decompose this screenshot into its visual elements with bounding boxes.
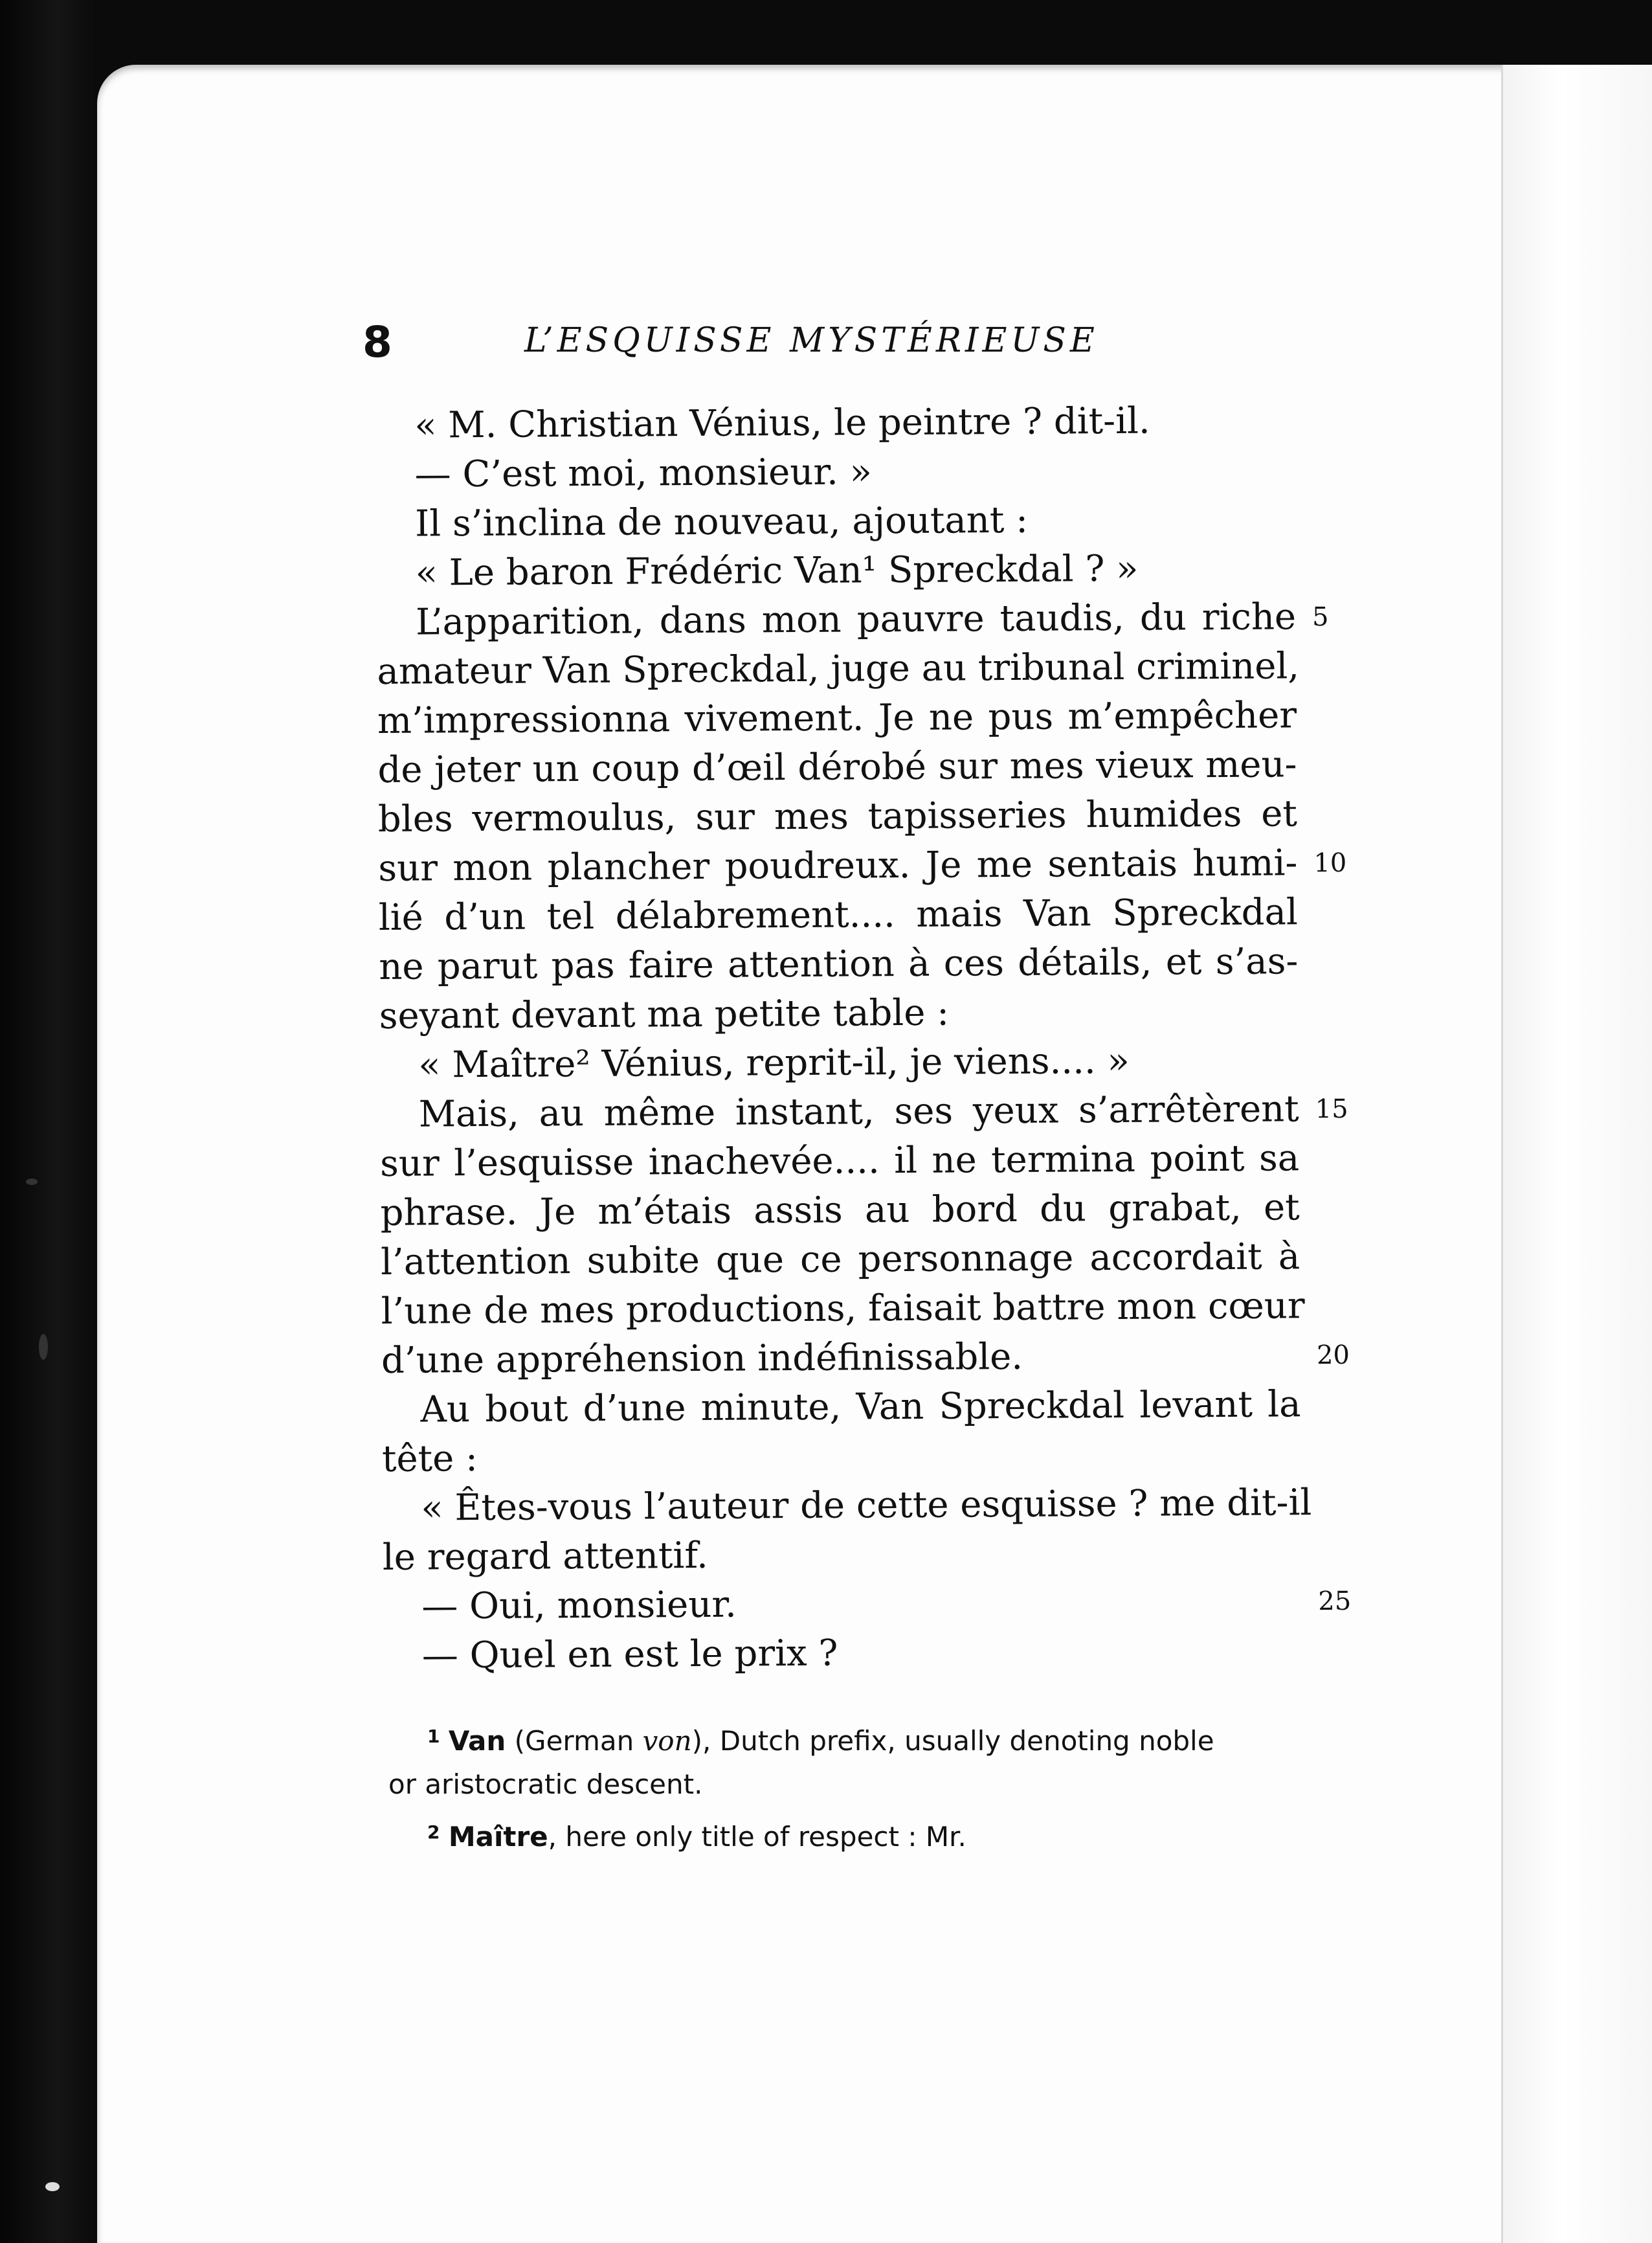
main-text-block — [375, 396, 1352, 1681]
footnote-1-term: Van — [448, 1725, 506, 1757]
footnote-1-continued — [388, 1761, 1308, 1809]
text-line-content: seyant devant ma petite table : — [379, 991, 950, 1037]
text-line-content: sur mon plancher poudreux. Je me sentais humi- — [378, 842, 1298, 890]
text-line — [383, 1626, 1302, 1681]
scan-speck — [26, 1178, 38, 1185]
footnote-2-marker: 2 — [427, 1821, 440, 1843]
text-line — [381, 1331, 1350, 1386]
text-line-content: de jeter un coup d’œil dérobé sur mes vieux meu- — [377, 743, 1297, 791]
text-line-content: lié d’un tel délabrement.... mais Van Spreckdal — [378, 891, 1299, 939]
text-line-content: « M. Christian Vénius, le peintre ? dit-il. — [414, 400, 1150, 447]
text-line — [377, 691, 1297, 746]
text-line-content: ne parut pas faire attention à ces détails, et s’as- — [379, 940, 1299, 988]
text-line-content: L’apparition, dans mon pauvre taudis, du riche — [415, 596, 1297, 644]
footnotes — [388, 1713, 1308, 1856]
running-title: L’ESQUISSE MYSTÉRIEUSE — [524, 321, 1099, 360]
line-number: 5 — [1312, 602, 1329, 633]
text-line — [379, 1035, 1299, 1090]
text-line — [379, 986, 1299, 1041]
text-line-content: phrase. Je m’étais assis au bord du grabat, et — [380, 1186, 1300, 1234]
text-line-content: — Quel en est le prix ? — [421, 1632, 838, 1677]
text-line-content: Au bout d’une minute, Van Spreckdal levant la — [420, 1383, 1301, 1431]
text-line-content: Il s’inclina de nouveau, ajoutant : — [414, 499, 1029, 545]
text-line — [380, 1183, 1299, 1238]
text-line — [381, 1281, 1305, 1336]
text-line — [378, 839, 1347, 894]
text-line-content: Mais, au même instant, ses yeux s’arrêtèrent — [418, 1088, 1299, 1136]
page-number: 8 — [363, 317, 392, 367]
text-line-content: bles vermoulus, sur mes tapisseries humides et — [377, 793, 1298, 840]
text-line-content: sur l’esquisse inachevée.... il ne termina point sa — [379, 1137, 1300, 1185]
text-line-content: — Oui, monsieur. — [421, 1583, 737, 1628]
text-line-content: « Êtes-vous l’auteur de cette esquisse ? me dit-il — [421, 1482, 1312, 1529]
text-line — [383, 1577, 1352, 1632]
footnote-2-text: , here only title of respect : Mr. — [548, 1821, 966, 1853]
text-line-content: le regard attentif. — [382, 1534, 709, 1579]
text-line — [380, 1134, 1299, 1189]
text-line — [377, 740, 1297, 795]
text-line-content: amateur Van Spreckdal, juge au tribunal criminel, — [377, 645, 1300, 693]
line-number: 15 — [1315, 1094, 1348, 1125]
text-line-content: m’impressionna vivement. Je ne pus m’empêcher — [377, 694, 1297, 742]
line-number: 20 — [1316, 1340, 1350, 1371]
text-line — [377, 642, 1300, 697]
text-line-content: d’une appréhension indéfinissable. — [381, 1335, 1023, 1382]
text-line — [379, 1085, 1348, 1140]
footnote-1-italic: von — [642, 1725, 692, 1757]
footnote-2-term: Maître — [448, 1821, 548, 1853]
scan-speck — [39, 1334, 48, 1360]
footnote-2 — [388, 1809, 1308, 1856]
page-header — [363, 317, 1269, 376]
text-line — [375, 445, 1295, 500]
text-line — [383, 1527, 1302, 1583]
footnote-1-text-b: ), Dutch prefix, usually denoting noble — [691, 1725, 1214, 1757]
line-number: 10 — [1313, 848, 1347, 879]
text-line-content: « Maître² Vénius, reprit-il, je viens.... » — [418, 1039, 1130, 1087]
footnote-1 — [388, 1713, 1308, 1761]
text-line-content: l’une de mes productions, faisait battre mon cœur — [381, 1285, 1305, 1333]
page-gutter-shadow — [1501, 65, 1652, 2243]
text-line — [379, 937, 1298, 992]
text-line — [381, 1232, 1300, 1287]
footnote-1-marker: 1 — [427, 1726, 440, 1747]
text-line — [376, 494, 1295, 549]
footnote-1-line-2: or aristocratic descent. — [388, 1768, 703, 1800]
text-line — [378, 789, 1297, 844]
text-line-content: — C’est moi, monsieur. » — [414, 451, 873, 496]
text-line — [379, 888, 1298, 943]
text-line — [381, 1380, 1300, 1435]
text-line — [375, 396, 1295, 451]
text-line — [376, 543, 1295, 598]
text-line — [382, 1478, 1312, 1533]
text-line — [377, 592, 1329, 648]
text-line-content: l’attention subite que ce personnage accordait à — [380, 1235, 1300, 1283]
text-line-content: « Le baron Frédéric Van¹ Spreckdal ? » — [415, 547, 1139, 594]
scan-dark-border — [0, 0, 97, 2243]
text-line-content: tête : — [381, 1437, 478, 1480]
footnote-1-text-a: (German — [506, 1725, 643, 1757]
line-number: 25 — [1318, 1586, 1352, 1617]
text-line — [382, 1429, 1301, 1484]
scan-speck — [45, 2182, 60, 2191]
